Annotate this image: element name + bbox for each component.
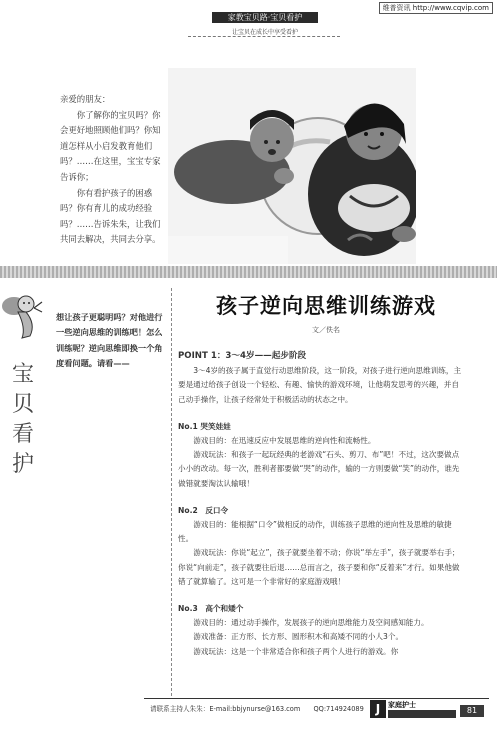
intro-paragraph: 你了解你的宝贝吗？你会更好地照顾他们吗？你知道怎样从小启发教育他们吗？……在这里，宝宝专家告诉你；: [60, 109, 161, 182]
section-heading: No.3 高个和矮个: [178, 604, 244, 614]
footer-contact: 请联系主持人朱朱：E-mail:bbjynurse@163.com QQ:714924089: [150, 705, 364, 713]
section-heading: No.1 哭笑娃娃: [178, 421, 231, 431]
page-number: 81: [460, 705, 484, 717]
section-paragraph: 游戏准备：正方形、长方形、圆形积木和高矮不同的小人3个。: [193, 632, 404, 642]
column-side-tag: [4, 360, 42, 480]
children-photo-illustration: [168, 68, 416, 264]
article-title: 孩子逆向思维训练游戏: [216, 294, 436, 318]
logo-bar: [388, 710, 456, 718]
section-paragraph: 游戏玩法：和孩子一起玩经典的老游戏“石头、剪刀、布”吧！不过，这次要做点小小的改动。每一次，胜利者都要做“哭”的动作，输的一方则要做“笑”的动作，谁先做错就要淘汰认输哦！: [178, 450, 460, 488]
article-body: [178, 349, 465, 659]
section-paragraph: 游戏玩法：你说“起立”，孩子就要坐着不动；你说“举左手”，孩子就要举右手；你说“向前走”，孩子就要往后退……总而言之，孩子要和你“反着来”才行。如果他做错了就算输了。这可是一个非常好的家庭游戏哦！: [178, 548, 460, 586]
side-tag-char: 看: [11, 422, 34, 447]
header-divider: [188, 36, 340, 37]
section-paragraph: 游戏目的：通过动手操作，发展孩子的逆向思维能力及空间感知能力。: [193, 618, 429, 628]
intro-letter: [60, 92, 166, 248]
column-tagline: 让宝贝在成长中享受看护: [231, 29, 298, 36]
sidebar-teaser: 想让孩子更聪明吗？对他进行一些逆向思维的训练吧！怎么训练呢？逆向思维即换一个角度看问题。请看——: [56, 312, 163, 369]
point-heading: POINT 1：3～4岁——起步阶段: [178, 351, 307, 361]
watermark: 维普资讯 http://www.cqvip.com: [379, 2, 493, 14]
section-heading: No.2 反口令: [178, 505, 229, 515]
logo-name: 家庭护士: [388, 701, 416, 709]
logo-mark: J: [370, 700, 386, 718]
intro-paragraph: 你有看护孩子的困惑吗？你有育儿的成功经验吗？……告诉朱朱，让我们共同去解决，共同去分享。: [60, 187, 161, 245]
side-tag-char: 护: [11, 452, 34, 477]
section-paragraph: 游戏目的：在迅速反应中发展思维的逆向性和流畅性。: [193, 436, 376, 446]
section-paragraph: 游戏目的：能根据“口令”做相反的动作，训练孩子思维的逆向性及思维的敏捷性。: [178, 520, 452, 544]
children-photo: [168, 68, 416, 264]
article-author: 文／佚名: [312, 326, 340, 334]
column-header: 家教宝贝路·宝贝看护: [212, 12, 318, 23]
footer-divider: [144, 698, 489, 699]
magazine-logo: [370, 700, 456, 718]
section-paragraph: 游戏玩法：这是一个非常适合你和孩子两个人进行的游戏。你: [193, 646, 399, 656]
column-divider: [171, 288, 172, 696]
decorative-strip: [0, 266, 497, 278]
cupid-icon: [0, 288, 44, 340]
side-tag-char: 宝: [11, 362, 34, 387]
side-tag-char: 贝: [11, 392, 34, 417]
point-paragraph: 3～4岁的孩子属于直觉行动思维阶段，这一阶段，对孩子进行逆向思维训练，主要是通过给孩子创设一个轻松、有趣、愉快的游戏环境，让他萌发思考的兴趣，并自己动手操作，让孩子经常处于积极活动的状态之中。: [178, 366, 462, 404]
intro-greeting: 亲爱的朋友：: [60, 94, 111, 104]
